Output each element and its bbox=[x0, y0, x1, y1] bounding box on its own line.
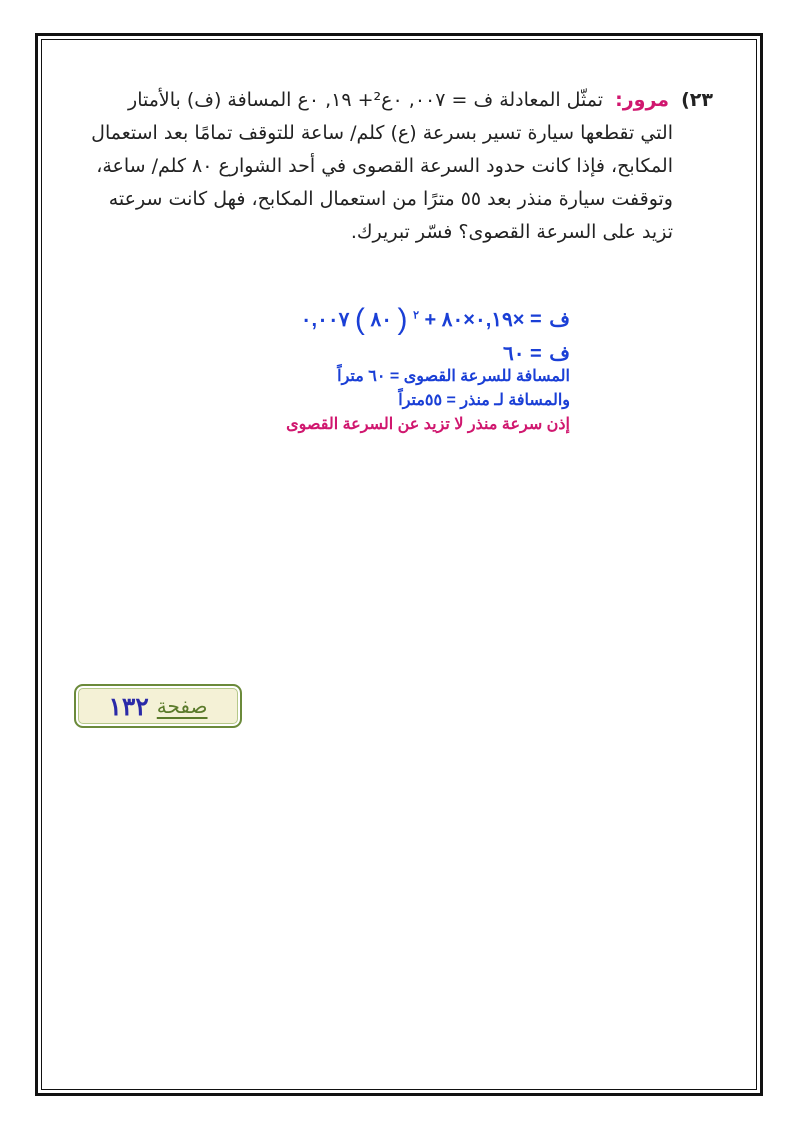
problem-line-2: التي تقطعها سيارة تسير بسرعة (ع) كلم/ ساعة للتوقف تمامًا بعد استعمال bbox=[91, 122, 673, 144]
problem-number: ٢٣) bbox=[681, 89, 713, 111]
conclusion: إذن سرعة منذر لا تزيد عن السرعة القصوى bbox=[286, 415, 570, 433]
result-equals: = bbox=[530, 342, 542, 365]
problem-tag: مرور: bbox=[615, 89, 670, 111]
equation-term2: ٠,١٩×٨٠ bbox=[441, 308, 513, 331]
equation-term1-value: ٨٠ bbox=[370, 308, 392, 331]
result-variable: ف bbox=[549, 342, 570, 365]
equation-expression bbox=[300, 302, 525, 336]
equation-equals: = bbox=[530, 308, 542, 331]
problem-statement bbox=[73, 84, 713, 249]
distance-equation bbox=[90, 300, 570, 335]
page-label: صفحة bbox=[156, 694, 208, 718]
solution-block bbox=[90, 300, 570, 437]
problem-line-1 bbox=[73, 84, 713, 117]
equation-variable: ف bbox=[549, 308, 570, 331]
equation-term1-coef: ٠,٠٠٧× bbox=[300, 308, 525, 331]
page-number-badge bbox=[74, 684, 242, 728]
problem-line-4: وتوقفت سيارة منذر بعد ٥٥ مترًا من استعمال المكابح، فهل كانت سرعته bbox=[108, 188, 673, 210]
munther-distance: والمسافة لـ منذر = ٥٥متراً bbox=[398, 391, 570, 409]
max-speed-distance: المسافة للسرعة القصوى = ٦٠ متراً bbox=[337, 367, 570, 385]
result-value: ٦٠ bbox=[502, 342, 525, 365]
problem-text-1: تمثّل المعادلة ف = ٠٠٧, ٠ع²+ ١٩, ٠ع المسافة (ف) بالأمتار bbox=[128, 89, 604, 111]
equation-paren-open: ( bbox=[397, 302, 408, 336]
equation-paren-close: ) bbox=[354, 302, 365, 336]
page-number: ١٣٢ bbox=[108, 691, 149, 721]
equation-power: ٢ bbox=[413, 309, 419, 321]
equation-plus: + bbox=[424, 308, 437, 331]
problem-line-3: المكابح، فإذا كانت حدود السرعة القصوى في أحد الشوارع ٨٠ كلم/ ساعة، bbox=[96, 155, 673, 177]
problem-line-5: تزيد على السرعة القصوى؟ فسّر تبريرك. bbox=[350, 221, 673, 243]
